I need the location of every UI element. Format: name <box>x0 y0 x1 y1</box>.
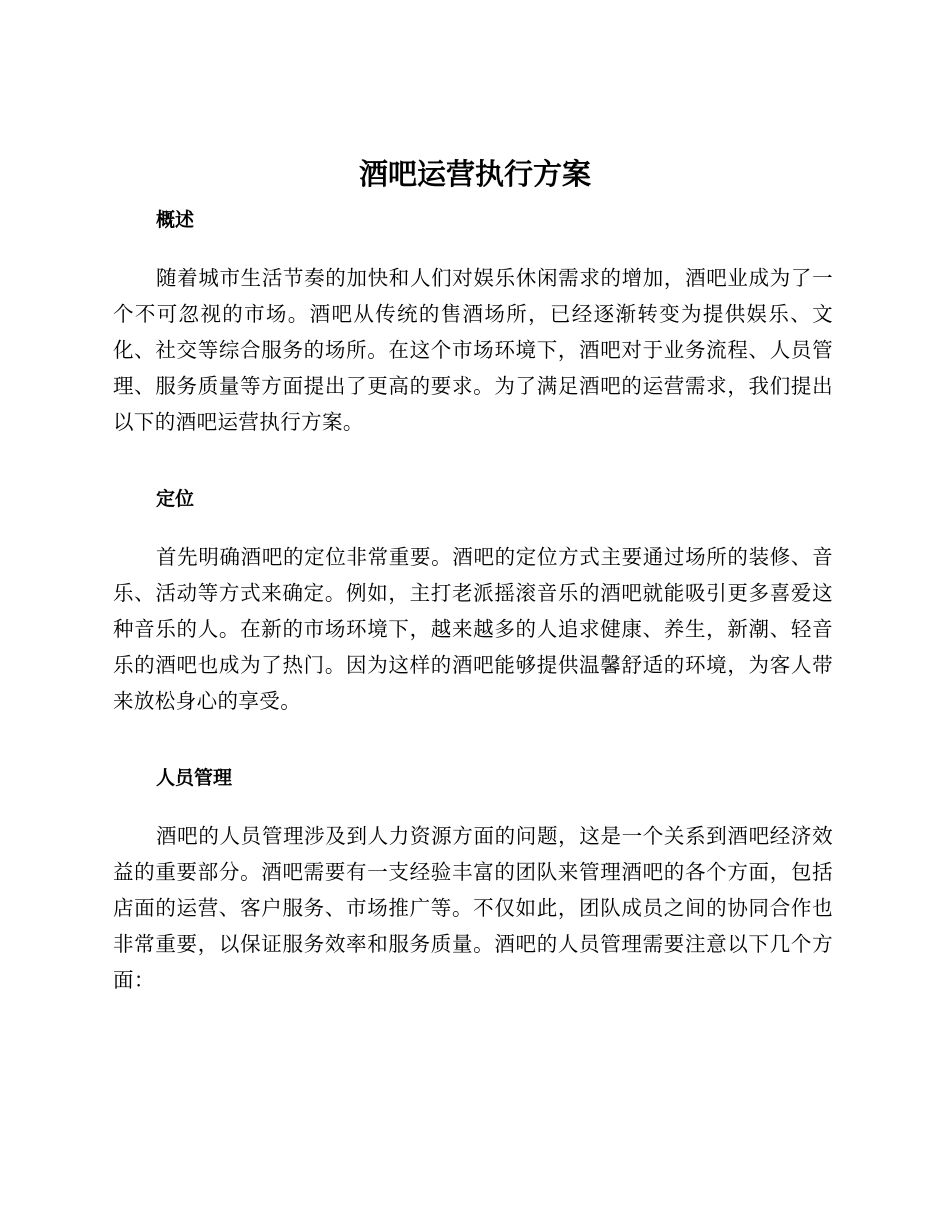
section-paragraph: 首先明确酒吧的定位非常重要。酒吧的定位方式主要通过场所的装修、音乐、活动等方式来确定。例如，主打老派摇滚音乐的酒吧就能吸引更多喜爱这种音乐的人。在新的市场环境下，越来越多的人追求健康、养生，新潮、轻音乐的酒吧也成为了热门。因为这样的酒吧能够提供温馨舒适的环境，为客人带来放松身心的享受。 <box>113 545 833 713</box>
section-staff-management <box>113 763 833 998</box>
document-title: 酒吧运营执行方案 <box>358 157 591 191</box>
section-heading: 概述 <box>156 209 195 231</box>
section-paragraph: 随着城市生活节奏的加快和人们对娱乐休闲需求的增加，酒吧业成为了一个不可忽视的市场。酒吧从传统的售酒场所，已经逐渐转变为提供娱乐、文化、社交等综合服务的场所。在这个市场环境下，酒吧对于业务流程、人员管理、服务质量等方面提出了更高的要求。为了满足酒吧的运营需求，我们提出以下的酒吧运营执行方案。 <box>113 266 833 434</box>
section-heading: 人员管理 <box>156 767 233 789</box>
section-positioning <box>113 484 833 719</box>
section-heading: 定位 <box>156 488 195 510</box>
section-overview <box>113 205 833 440</box>
section-paragraph: 酒吧的人员管理涉及到人力资源方面的问题，这是一个关系到酒吧经济效益的重要部分。酒吧需要有一支经验丰富的团队来管理酒吧的各个方面，包括店面的运营、客户服务、市场推广等。不仅如此，团队成员之间的协同合作也非常重要，以保证服务效率和服务质量。酒吧的人员管理需要注意以下几个方面： <box>113 824 833 992</box>
